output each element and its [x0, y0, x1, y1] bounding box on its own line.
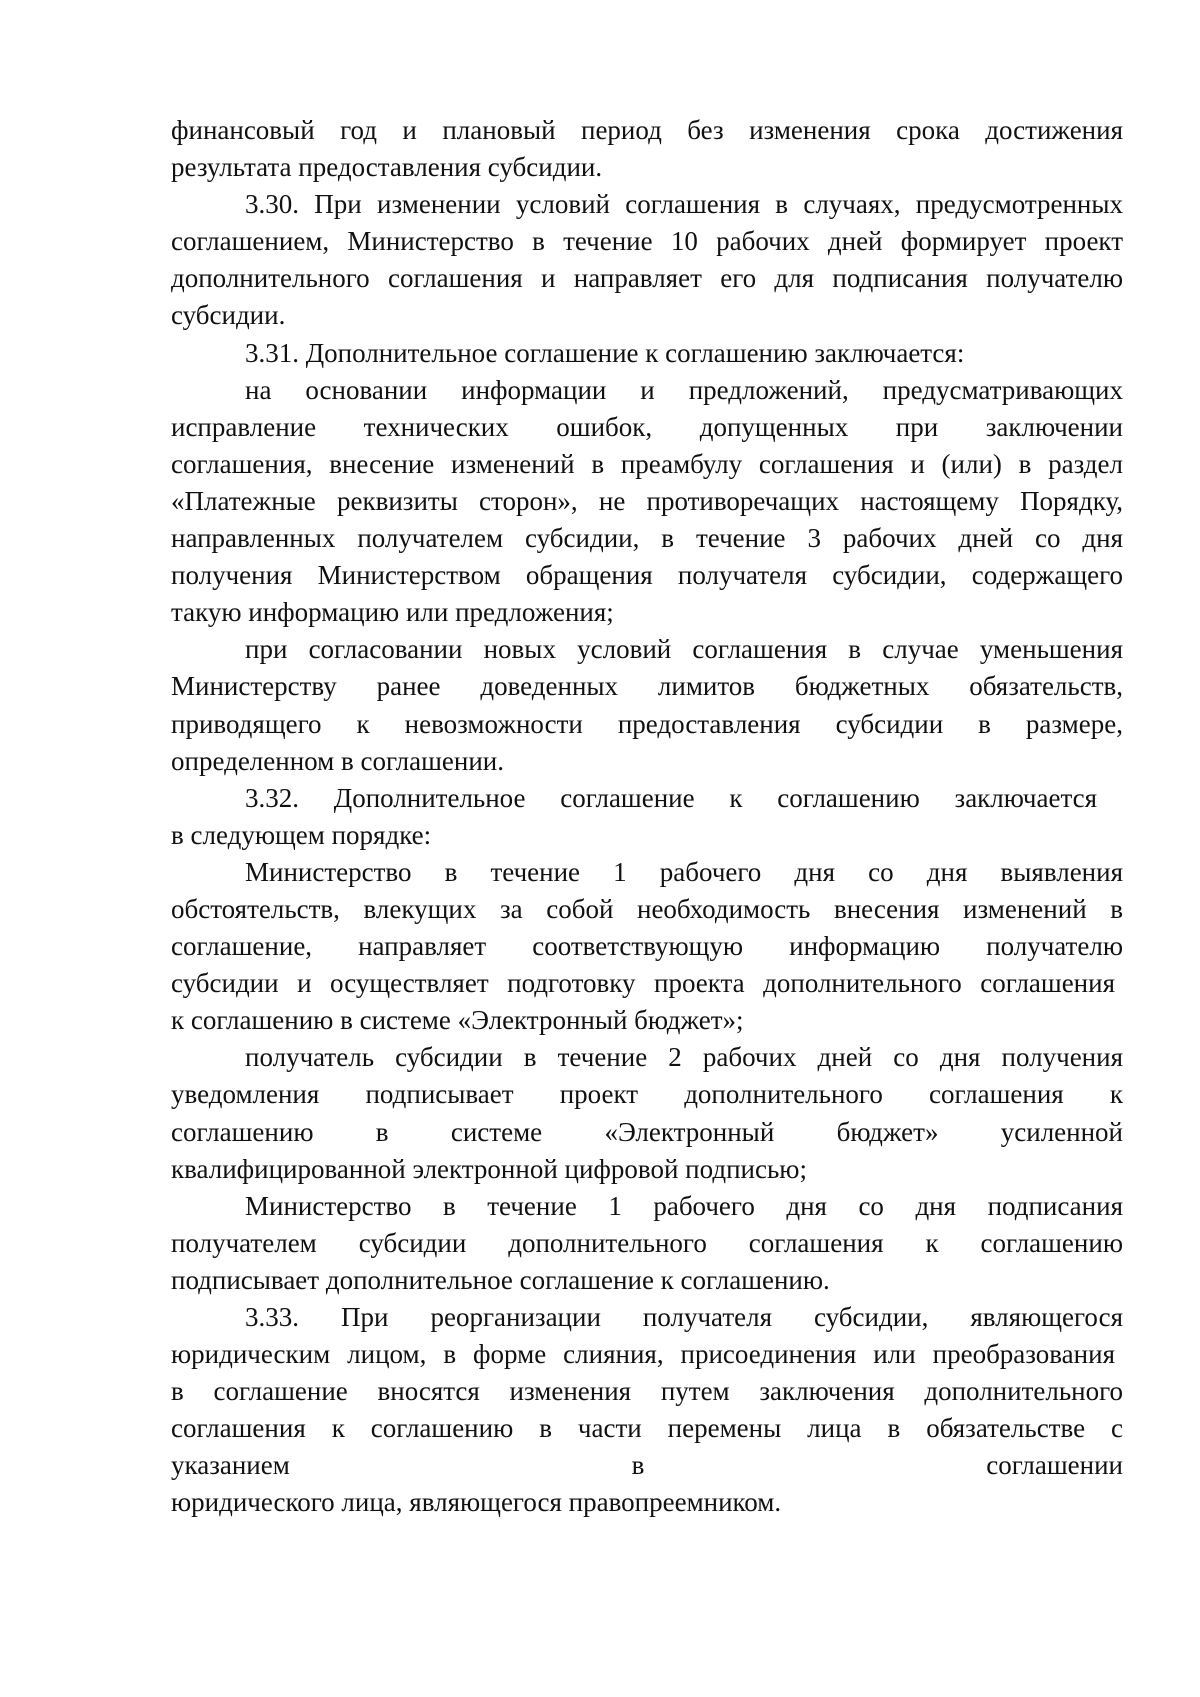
text-line: финансовый год и плановый период без изменения срока достижения: [171, 115, 1123, 145]
text-line: соглашением, Министерство в течение 10 рабочих дней формирует проект: [171, 226, 1123, 257]
text-line: соглашение, направляет соответствующую информацию получателю: [171, 931, 1123, 962]
text-line: при согласовании новых условий соглашения в случае уменьшения: [245, 634, 1123, 665]
text-line: в следующем порядке:: [171, 819, 432, 850]
text-line: к соглашению в системе «Электронный бюджет»;: [171, 1005, 744, 1036]
text-line: определенном в соглашении.: [171, 745, 504, 776]
text-line: исправление технических ошибок, допущенных при заключении: [171, 411, 1123, 442]
text-line: Министерству ранее доведенных лимитов бюджетных обязательств,: [171, 671, 1123, 702]
paragraph-3-31-start: 3.31. Дополнительное соглашение к соглашению заключается:: [245, 337, 965, 368]
text-line: дополнительного соглашения и направляет его для подписания получателю: [171, 263, 1123, 294]
text-line: указанием в соглашении: [171, 1450, 1123, 1481]
text-line: Министерство в течение 1 рабочего дня со дня подписания: [245, 1190, 1123, 1221]
text-line: соглашения, внесение изменений в преамбулу соглашения и (или) в раздел: [171, 448, 1123, 479]
text-line: такую информацию или предложения;: [171, 597, 614, 628]
text-line: подписывает дополнительное соглашение к соглашению.: [171, 1264, 830, 1295]
text-line: квалифицированной электронной цифровой подписью;: [171, 1153, 807, 1184]
text-line: юридическим лицом, в форме слияния, присоединения или преобразования: [171, 1339, 1115, 1370]
text-line: субсидии и осуществляет подготовку проекта дополнительного соглашения: [171, 968, 1115, 999]
text-line: юридического лица, являющегося правопреемником.: [171, 1487, 782, 1518]
text-line: направленных получателем субсидии, в течение 3 рабочих дней со дня: [171, 523, 1123, 554]
text-line: соглашению в системе «Электронный бюджет» усиленной: [171, 1116, 1123, 1147]
text-line: соглашения к соглашению в части перемены лица в обязательстве с: [171, 1413, 1123, 1444]
text-line: Министерство в течение 1 рабочего дня со дня выявления: [245, 856, 1123, 887]
text-line: уведомления подписывает проект дополнительного соглашения к: [171, 1079, 1123, 1110]
text-line: обстоятельств, влекущих за собой необходимость внесения изменений в: [171, 893, 1123, 924]
paragraph-3-32-start: 3.32. Дополнительное соглашение к соглашению заключается: [245, 782, 1097, 813]
text-line: субсидии.: [171, 300, 286, 331]
text-line: получателем субсидии дополнительного соглашения к соглашению: [171, 1227, 1123, 1258]
text-line: получения Министерством обращения получателя субсидии, содержащего: [171, 560, 1123, 591]
text-line: получатель субсидии в течение 2 рабочих дней со дня получения: [245, 1042, 1123, 1073]
text-line: на основании информации и предложений, предусматривающих: [245, 374, 1123, 405]
text-line: в соглашение вносятся изменения путем заключения дополнительного: [171, 1376, 1123, 1407]
document-body: [171, 112, 1123, 1522]
paragraph-3-30-start: 3.30. При изменении условий соглашения в случаях, предусмотренных: [245, 189, 1123, 220]
text-line: приводящего к невозможности предоставления субсидии в размере,: [171, 708, 1123, 739]
text-line: «Платежные реквизиты сторон», не противоречащих настоящему Порядку,: [171, 485, 1123, 516]
paragraph-3-33-start: 3.33. При реорганизации получателя субсидии, являющегося: [245, 1302, 1123, 1332]
text-line: результата предоставления субсидии.: [171, 152, 603, 183]
